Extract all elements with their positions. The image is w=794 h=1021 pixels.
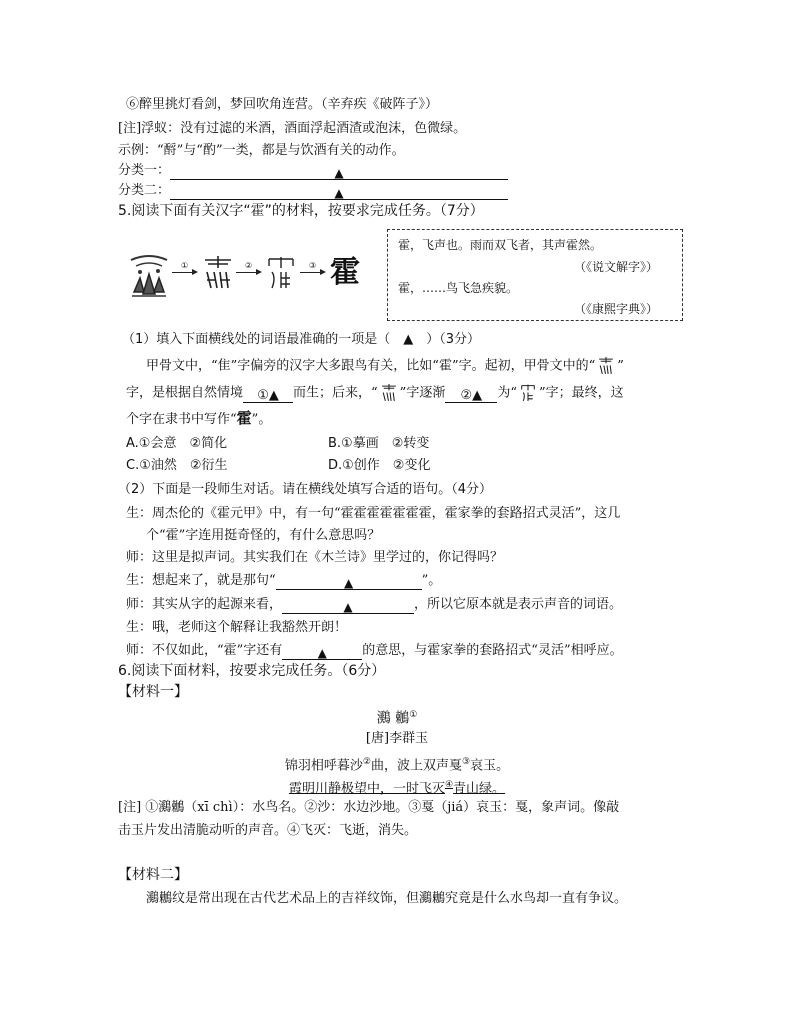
example-line: 示例：“酹”与“酌”一类，都是与饮酒有关的动作。 (118, 143, 405, 158)
dialogue-line: 师：其实从字的起源来看， ▲ ，所以它原本就是表示声音的词语。 (126, 597, 623, 614)
arrow-icon (236, 272, 260, 273)
arrow-icon (300, 272, 324, 273)
poem-note: [注] ①鸂鶒（xī chì）：水鸟名。②沙：水边沙地。③戛（jiá）哀玉：戛，象声词。像敲 (118, 800, 620, 815)
dialogue-line: 生：周杰伦的《霍元甲》中，有一句“霍霍霍霍霍霍霍，霍家拳的套路招式灵活”，这几 (126, 506, 621, 521)
option-b[interactable]: B.①摹画 ②转变 (328, 436, 430, 451)
poem-line-1: 锦羽相呼暮沙②曲，波上双声戛③哀玉。 (284, 757, 510, 774)
dialogue-blank[interactable]: ▲ (282, 598, 414, 614)
note-line: [注]浮蚁：没有过滤的米酒，酒面浮起酒渣或泡沫，色微绿。 (118, 121, 467, 136)
dialogue-blank[interactable]: ▲ (276, 574, 422, 590)
dialogue-blank[interactable]: ▲ (282, 644, 362, 660)
class-two-row (118, 182, 508, 200)
seal-char-icon (517, 383, 539, 403)
dialogue-line: 生：想起来了，就是那句“ ▲ ”。 (126, 573, 442, 590)
blank-2[interactable]: ②▲ (445, 387, 497, 403)
step-label: ③ (309, 261, 317, 270)
arrow-icon (172, 272, 196, 273)
sub2-question: （2）下面是一段师生对话。请在横线处填写合适的语句。（4分） (118, 482, 493, 497)
q6-heading: 6.阅读下面材料，按要求完成任务。（6分） (118, 663, 386, 679)
sub1-question: （1）填入下面横线处的词语最准确的一项是（ ▲ ）（3分） (122, 332, 481, 347)
dict-source: （《康熙字典》） (574, 302, 659, 316)
blank-1[interactable]: ①▲ (243, 387, 293, 403)
step-label: ② (245, 261, 253, 270)
oracle-char-icon (595, 356, 617, 376)
dict-entry: 霍，……鸟飞急疾貌。 (398, 281, 519, 295)
sub1-para-line2: 字，是根据自然情境 ①▲ 而生；后来，“ ”字逐渐 ②▲ 为“ ”字；最终，这 (126, 383, 624, 403)
sub1-para-line3: 个字在隶书中写作“霍”。 (126, 409, 272, 427)
clerical-char: 霍 (330, 255, 360, 290)
poem-note: 击玉片发出清脆动听的声音。④飞灭：飞逝，消失。 (118, 823, 418, 838)
step-label: ① (181, 261, 189, 270)
oracle-image-icon (128, 252, 170, 298)
q5-heading: 5.阅读下面有关汉字“霍”的材料，按要求完成任务。（7分） (118, 203, 484, 219)
dialogue-line: 师：这里是拟声词。其实我们在《木兰诗》里学过的，你记得吗？ (126, 550, 504, 565)
dict-source: （《说文解字》） (574, 260, 659, 274)
material-two-para: 鸂鶒纹是常出现在古代艺术品上的吉祥纹饰，但鸂鶒究竟是什么水鸟却一直有争议。 (146, 891, 628, 906)
poem-title: 鸂 鶒① (376, 710, 418, 727)
dialogue-line: 个“霍”字连用挺奇怪的，有什么意思吗？ (146, 528, 381, 543)
seal-char-icon (266, 254, 296, 292)
class-one-row (118, 162, 508, 180)
dialogue-line: 师：不仅如此，“霍”字还有 ▲ 的意思，与霍家拳的套路招式“灵活”相呼应。 (126, 643, 623, 660)
class-one-blank[interactable]: ▲ (170, 164, 508, 180)
sub1-para-line1: 甲骨文中，“隹”字偏旁的汉字大多跟鸟有关，比如“霍”字。起初，甲骨文中的“ ” (146, 356, 624, 376)
dict-entry: 霍，飞声也。雨而双飞者，其声霍然。 (398, 238, 603, 252)
poem-line: ⑥醉里挑灯看剑，梦回吹角连营。（辛弃疾《破阵子》） (126, 97, 439, 112)
material-one-label: 【材料一】 (118, 684, 188, 700)
oracle-char-icon (203, 254, 233, 292)
material-two-label: 【材料二】 (118, 867, 188, 883)
option-d[interactable]: D.①创作 ②变化 (328, 458, 431, 473)
option-c[interactable]: C.①油然 ②衍生 (126, 458, 228, 473)
poem-line-2: 霞明川静极望中，一时飞灭④青山绿。 (288, 780, 506, 797)
dictionary-box (387, 229, 683, 321)
option-a[interactable]: A.①会意 ②简化 (126, 436, 228, 451)
oracle-char-icon (378, 383, 400, 403)
class-one-label: 分类一： (118, 163, 171, 178)
class-two-blank[interactable]: ▲ (170, 184, 508, 200)
poem-author: [唐]李群玉 (365, 731, 429, 746)
class-two-label: 分类二： (118, 183, 171, 198)
dialogue-line: 生：哦，老师这个解释让我豁然开朗！ (126, 620, 348, 635)
